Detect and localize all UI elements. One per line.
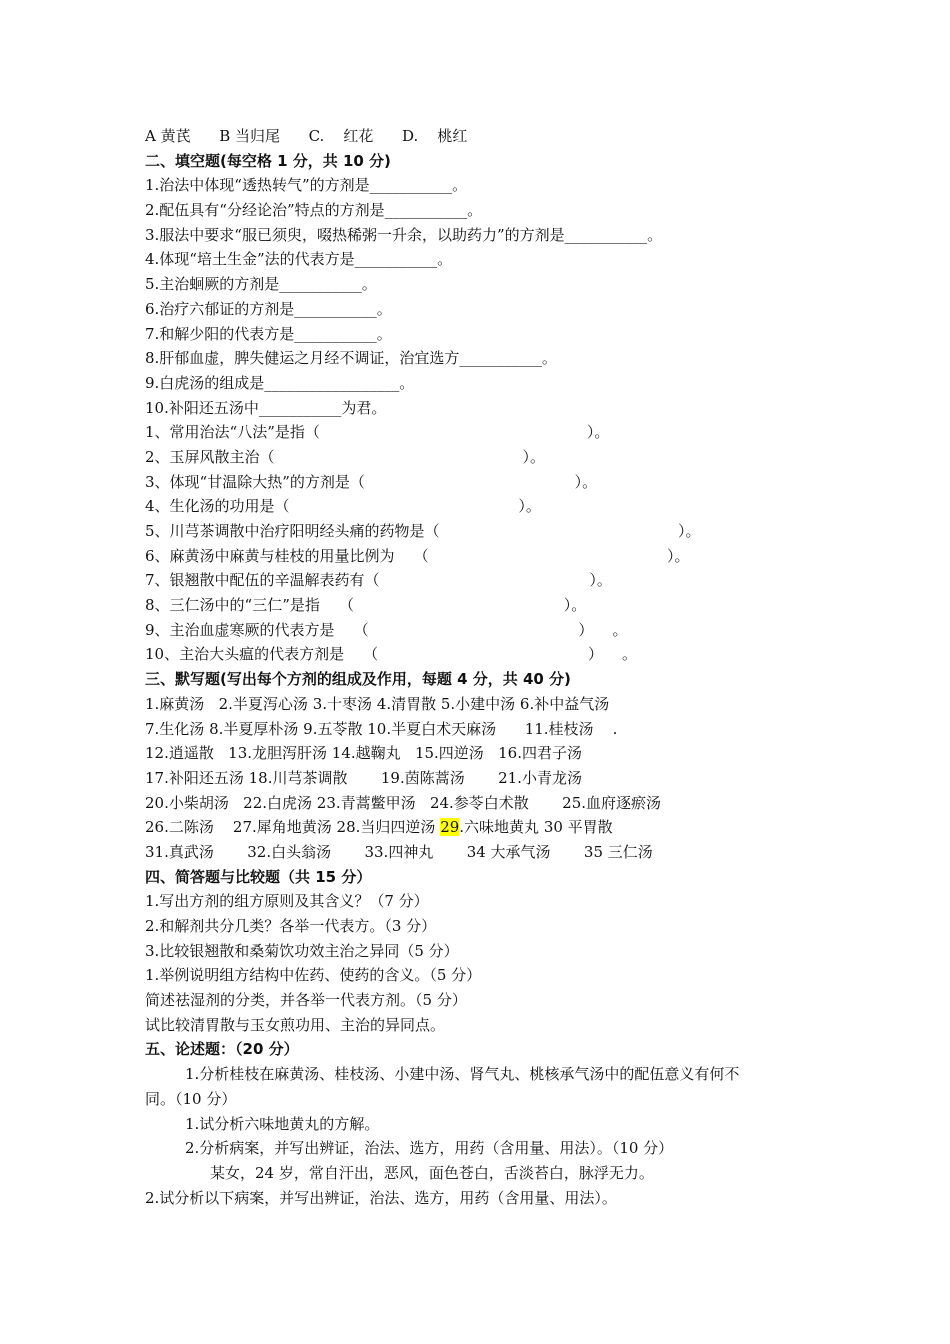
short-answer-item: 2.和解剂共分几类？各举一代表方。（3 分） xyxy=(145,917,437,935)
fill-item: 8、三仁汤中的“三仁”是指 （ ）。 xyxy=(145,596,587,615)
fill-item: 3.服法中要求“服已须臾，啜热稀粥一升余，以助药力”的方剂是___________。 xyxy=(145,225,663,244)
section-5-title: 五、论述题：（20 分） xyxy=(145,1040,299,1059)
case-description: 某女，24 岁，常自汗出，恶风，面色苍白，舌淡苔白，脉浮无力。 xyxy=(210,1163,654,1182)
fill-item: 1、常用治法“八法”是指（ ）。 xyxy=(145,423,610,442)
fill-item: 2、玉屏风散主治（ ）。 xyxy=(145,447,545,466)
fill-item: 6.治疗六郁证的方剂是___________。 xyxy=(145,299,392,318)
fill-item: 2.配伍具有“分经论治”特点的方剂是___________。 xyxy=(145,201,483,220)
fill-item: 3、体现“甘温除大热”的方剂是（ ）。 xyxy=(145,472,598,491)
short-answer-item: 简述祛湿剂的分类，并各举一代表方剂。（5 分） xyxy=(145,991,467,1010)
fill-item: 6、麻黄汤中麻黄与桂枝的用量比例为 （ ）。 xyxy=(145,546,690,565)
highlighted-number: 29 xyxy=(440,818,460,837)
formula-line: 31.真武汤 32.白头翁汤 33.四神丸 34 大承气汤 35 三仁汤 xyxy=(145,842,653,861)
short-answer-item: 3.比较银翘散和桑菊饮功效主治之异同（5 分） xyxy=(145,941,459,960)
fill-item: 4、生化汤的功用是（ ）。 xyxy=(145,497,541,516)
section-3-title: 三、默写题(写出每个方剂的组成及作用，每题 4 分，共 40 分) xyxy=(145,670,571,689)
exam-page xyxy=(145,124,825,1210)
fill-item: 9.白虎汤的组成是__________________。 xyxy=(145,373,415,392)
fill-item: 5.主治蛔厥的方剂是___________。 xyxy=(145,275,377,294)
fill-item: 8.肝郁血虚，脾失健运之月经不调证，治宜选方___________。 xyxy=(145,349,557,368)
section-4-title: 四、简答题与比较题（共 15 分） xyxy=(145,867,372,886)
fill-item: 4.体现“培土生金”法的代表方是___________。 xyxy=(145,250,453,269)
formula-line: 20.小柴胡汤 22.白虎汤 23.青蒿鳖甲汤 24.参苓白术散 25.血府逐瘀汤 xyxy=(145,793,662,812)
formula-line-post: .六味地黄丸 30 平胃散 xyxy=(459,818,613,837)
essay-item: 1.分析桂枝在麻黄汤、桂枝汤、小建中汤、肾气丸、桃核承气汤中的配伍意义有何不 xyxy=(185,1065,740,1084)
fill-item: 1.治法中体现“透热转气”的方剂是___________。 xyxy=(145,176,468,195)
essay-item: 1.试分析六味地黄丸的方解。 xyxy=(185,1114,380,1133)
short-answer-item: 1.写出方剂的组方原则及其含义？（7 分） xyxy=(145,892,429,911)
essay-item: 2.试分析以下病案，并写出辨证，治法、选方，用药（含用量、用法）。 xyxy=(145,1188,617,1207)
mc-options: A 黄芪 B 当归尾 C. 红花 D. 桃红 xyxy=(145,127,468,145)
fill-item: 7.和解少阳的代表方是___________。 xyxy=(145,324,392,343)
fill-item: 10.补阳还五汤中___________为君。 xyxy=(145,398,387,417)
fill-item: 5、川芎茶调散中治疗阳明经头痛的药物是（ ）。 xyxy=(145,522,701,540)
formula-line: 17.补阳还五汤 18.川芎茶调散 19.茵陈蒿汤 21.小青龙汤 xyxy=(145,768,582,787)
short-answer-item: 1.举例说明组方结构中佐药、使药的含义。（5 分） xyxy=(145,966,482,985)
section-2-title: 二、填空题(每空格 1 分，共 10 分) xyxy=(145,151,391,170)
formula-line: 12.逍遥散 13.龙胆泻肝汤 14.越鞠丸 15.四逆汤 16.四君子汤 xyxy=(145,744,582,763)
short-answer-item: 试比较清胃散与玉女煎功用、主治的异同点。 xyxy=(145,1015,446,1034)
fill-item: 9、主治血虚寒厥的代表方是 （ ） 。 xyxy=(145,620,628,639)
essay-item: 2.分析病案，并写出辨证，治法、选方，用药（含用量、用法）。（10 分） xyxy=(185,1139,674,1158)
fill-item: 10、主治大头瘟的代表方剂是 （ ） 。 xyxy=(145,645,638,664)
fill-item: 7、银翘散中配伍的辛温解表药有（ ）。 xyxy=(145,571,612,590)
formula-line: 7.生化汤 8.半夏厚朴汤 9.五苓散 10.半夏白术天麻汤 11.桂枝汤 . xyxy=(145,719,618,738)
formula-line: 1.麻黄汤 2.半夏泻心汤 3.十枣汤 4.清胃散 5.小建中汤 6.补中益气汤 xyxy=(145,694,610,713)
essay-item-cont: 同。（10 分） xyxy=(145,1089,237,1108)
formula-line xyxy=(145,815,825,840)
formula-line-pre: 26.二陈汤 27.犀角地黄汤 28.当归四逆汤 xyxy=(145,818,441,837)
